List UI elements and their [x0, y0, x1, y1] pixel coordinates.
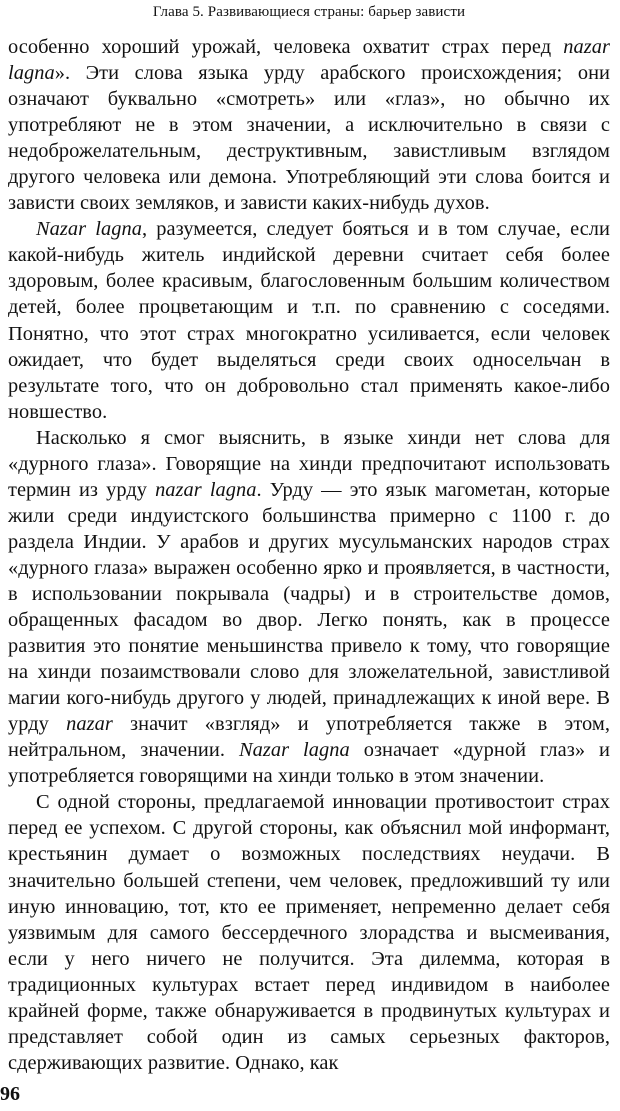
text-run: особенно хороший урожай, человека охватит страх перед: [8, 36, 564, 58]
page-number: 96: [0, 1083, 20, 1105]
text-run: ». Эти слова языка урду арабского происхождения; они означают буквально «смотреть» или «глаз», но обычно их употребляют не в этом значении, а исключительно в связи с недоброжелательным, деструктивным, завистливым взглядом другого человека или демона. Употребляющий эти слова боится и зависти своих земляков, и зависти каких-нибудь духов.: [8, 62, 610, 215]
running-header: Глава 5. Развивающиеся страны: барьер зависти: [152, 4, 466, 20]
text-run: означает «дурной глаз» и употребляется говорящими на хинди только в этом значении.: [8, 739, 610, 788]
italic-term: Nazar lagna: [36, 218, 142, 241]
paragraph: [8, 425, 610, 790]
text-run: , разумеется, следует бояться и в том случае, если какой-нибудь житель индийской деревни считает себя более здоровым, более красивым, благословенным большим количеством детей, более процветающим и т.п. по сравнению с соседями. Понятно, что этот страх многократно усиливается, если человек ожидает, что будет выделяться среди своих односельчан в результате того, что он добровольно стал применять какое-либо новшество.: [8, 218, 610, 423]
text-run: значит «взгляд» и употребляется также в этом, нейтральном, значении.: [8, 713, 610, 762]
italic-term: nazar lagna: [155, 478, 257, 501]
text-run: С одной стороны, предлагаемой инновации противостоит страх перед ее успехом. С другой стороны, как объяснил мой информант, крестьянин думает о возможных последствиях неудачи. В значительно большей степени, чем человек, предложивший ту или иную инновацию, тот, кто ее применяет, непременно делает себя уязвимым для самого бессердечного злорадства и высмеивания, если у него ничего не получится. Эта дилемма, которая в традиционных культурах встает перед индивидом в наиболее крайней форме, также обнаруживается в продвинутых культурах и представляет собой один из самых серьезных факторов, сдерживающих развитие. Однако, как: [8, 791, 610, 1074]
paragraph: [8, 216, 610, 424]
text-run: . Урду — это язык магометан, которые жили среди индуистского большинства примерно с 1100 г. до раздела Индии. У арабов и других мусульманских народов страх «дурного глаза» выражен особенно ярко и проявляется, в частности, в использовании покрывала (чадры) и в строительстве домов, обращенных фасадом во двор. Легко понять, как в процессе развития это понятие меньшинства привело к тому, что говорящие на хинди позаимствовали слово для зложелательной, завистливой магии кого-нибудь другого у людей, принадлежащих к иной вере. В урду: [8, 478, 610, 736]
text-run: Насколько я смог выяснить, в языке хинди нет слова для «дурного глаза». Говорящие на хинди предпочитают использовать термин из урду: [8, 426, 610, 501]
paragraph: [8, 34, 610, 216]
italic-term: nazar: [66, 713, 113, 736]
italic-term: Nazar lagna: [238, 739, 350, 762]
body-text: [8, 34, 610, 1076]
paragraph: [8, 789, 610, 1076]
italic-term: nazar lagna: [8, 36, 610, 85]
